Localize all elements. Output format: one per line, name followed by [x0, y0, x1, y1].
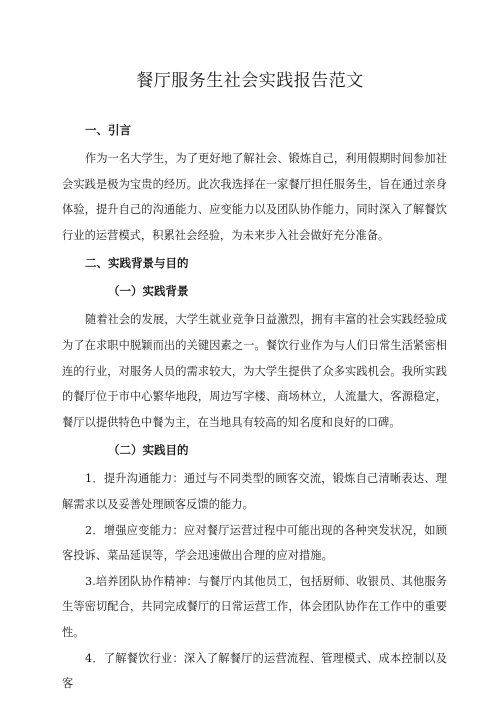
purpose-item-3: 3.培养团队协作精神：与餐厅内其他员工，包括厨师、收银员、其他服务生等密切配合，共同完成餐厅的日常运营工作，体会团队协作在工作中的重要性。: [62, 574, 447, 639]
purpose-item-4: 4．了解餐饮行业：深入了解餐厅的运营流程、管理模式、成本控制以及客: [62, 651, 447, 691]
section-heading-background: 二、实践背景与目的: [85, 256, 189, 271]
purpose-item-1: 1．提升沟通能力：通过与不同类型的顾客交流，锻炼自己清晰表达、理解需求以及妥善处理顾客反馈的能力。: [62, 472, 447, 511]
document-body: [62, 118, 447, 697]
purpose-item-2: 2．增强应变能力：应对餐厅运营过程中可能出现的各种突发状况，如顾客投诉、菜品延误等，学会迅速做出合理的应对措施。: [62, 523, 447, 563]
subsection-heading-purpose: （二）实践目的: [108, 443, 189, 458]
subsection-heading-background: （一）实践背景: [108, 284, 189, 299]
background-paragraph: 随着社会的发展，大学生就业竞争日益激烈，拥有丰富的社会实践经验成为了在求职中脱颖而出的关键因素之一。餐饮行业作为与人们日常生活紧密相连的行业，对服务人员的需求较大，为大学生提供了众多实践机会。我所实践的餐厅位于市中心繁华地段，周边写字楼、商场林立，人流量大，客源稳定，餐厅以提供特色中餐为主，在当地具有较高的知名度和良好的口碑。: [62, 313, 447, 429]
document-title: 餐厅服务生社会实践报告范文: [136, 71, 364, 91]
intro-paragraph: 作为一名大学生，为了更好地了解社会、锻炼自己，利用假期时间参加社会实践是极为宝贵的经历。此次我选择在一家餐厅担任服务生，旨在通过亲身体验，提升自己的沟通能力、应变能力以及团队协作能力，同时深入了解餐饮行业的运营模式，积累社会经验，为未来步入社会做好充分准备。: [62, 152, 447, 242]
section-heading-intro: 一、引言: [85, 123, 131, 137]
